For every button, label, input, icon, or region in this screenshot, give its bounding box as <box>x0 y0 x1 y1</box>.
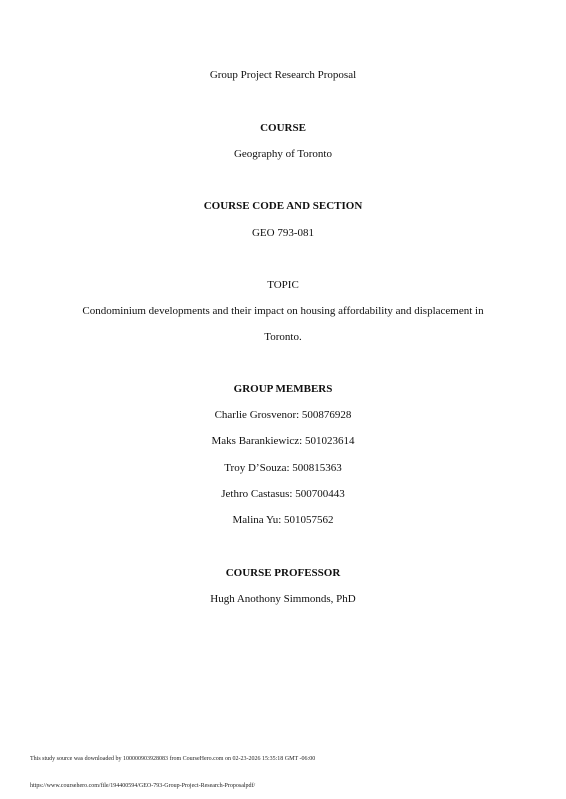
topic-line-1: Condominium developments and their impact on housing affordability and displacement in <box>82 305 484 317</box>
course-code-value: GEO 793-081 <box>251 227 315 239</box>
group-member: Malina Yu: 501057562 <box>232 514 334 526</box>
document-title: Group Project Research Proposal <box>209 69 357 81</box>
group-member: Charlie Grosvenor: 500876928 <box>214 409 352 421</box>
course-heading: COURSE <box>260 122 306 134</box>
footer-url[interactable]: https://www.coursehero.com/file/194400594/GEO-793-Group-Project-Research-Proposalpdf/ <box>30 783 256 789</box>
group-member: Maks Barankiewicz: 501023614 <box>211 435 355 447</box>
group-member: Jethro Castasus: 500700443 <box>221 488 345 500</box>
footer-source-note: This study source was downloaded by 100000903928083 from CourseHero.com on 02-23-2026 15:35:18 GMT -06:00 <box>30 756 316 762</box>
professor-heading: COURSE PROFESSOR <box>225 567 341 579</box>
group-member: Troy D’Souza: 500815363 <box>224 462 342 474</box>
topic-line-2: Toronto. <box>264 331 302 343</box>
course-code-heading: COURSE CODE AND SECTION <box>203 200 363 212</box>
group-members-heading: GROUP MEMBERS <box>233 383 333 395</box>
professor-name: Hugh Anothony Simmonds, PhD <box>210 593 356 605</box>
topic-heading: TOPIC <box>267 279 299 291</box>
course-value: Geography of Toronto <box>233 148 332 160</box>
